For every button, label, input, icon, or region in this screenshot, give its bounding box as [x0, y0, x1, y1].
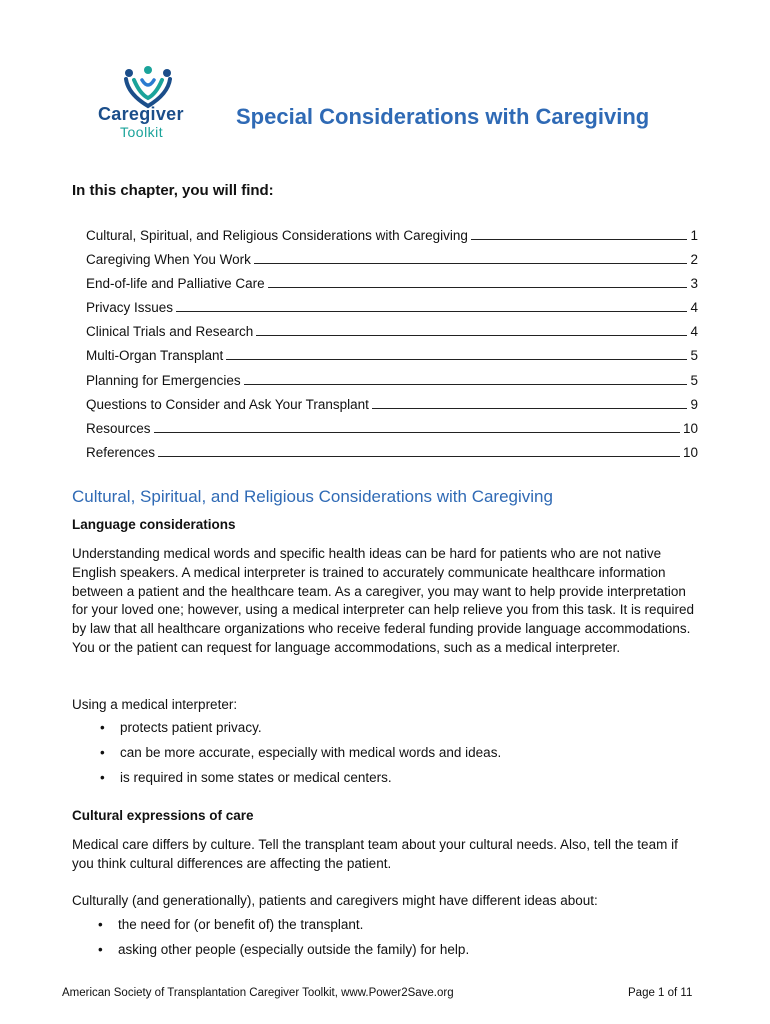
interpreter-bullet-list — [72, 720, 501, 795]
toc-leader — [268, 276, 688, 288]
list-item: • can be more accurate, especially with medical words and ideas. — [72, 745, 501, 770]
toc-item-page: 10 — [682, 420, 698, 436]
toc-leader — [372, 397, 688, 409]
toc-item-page: 9 — [690, 396, 698, 412]
toc-item-title: End-of-life and Palliative Care — [86, 276, 265, 292]
toc-item[interactable] — [86, 252, 698, 276]
toc-item-page: 10 — [682, 444, 698, 460]
toc-item-page: 1 — [690, 228, 698, 243]
culture-intro: Culturally (and generationally), patients and caregivers might have different ideas about: — [72, 893, 598, 908]
page-title: Special Considerations with Caregiving — [236, 104, 650, 129]
toc-item[interactable] — [86, 421, 698, 445]
toc-item[interactable] — [86, 348, 698, 372]
language-paragraph: Understanding medical words and specific health ideas can be hard for patients who are not native English speakers. A medical interpreter is trained to accurately communicate healthcare information between a patient and the healthcare team. As a caregiver, you may want to help provide interpretation for your loved one; however, using a medical interpreter can help relieve you from this task. It is required by law that all healthcare organizations who receive federal funding provide language accommodations. You or the patient can request for language accommodations, such as a medical interpreter. — [72, 546, 695, 655]
interpreter-intro: Using a medical interpreter: — [72, 697, 238, 712]
footer-source: American Society of Transplantation Caregiver Toolkit, www.Power2Save.org — [62, 987, 454, 999]
section-title: Cultural, Spiritual, and Religious Considerations with Caregiving — [72, 487, 553, 506]
toc-leader — [471, 228, 688, 240]
toc-item-page: 4 — [690, 300, 698, 316]
toc-item-title: Clinical Trials and Research — [86, 324, 254, 340]
toc-item[interactable] — [86, 324, 698, 348]
toc-item-title: Resources — [86, 420, 151, 436]
toc-heading: In this chapter, you will find: — [72, 182, 274, 199]
culture-heading: Cultural expressions of care — [72, 808, 254, 823]
list-item: • protects patient privacy. — [72, 720, 501, 745]
logo-name: Caregiver — [98, 104, 184, 124]
toc-item[interactable] — [86, 300, 698, 324]
toc-item-page: 2 — [690, 252, 698, 268]
toc-leader — [254, 252, 688, 264]
toc-item[interactable] — [86, 276, 698, 300]
toc-item-title: Questions to Consider and Ask Your Transplant — [86, 396, 369, 412]
culture-paragraph: Medical care differs by culture. Tell the transplant team about your cultural needs. Also, tell the team if you think cultural differences are affecting the patient. — [72, 837, 678, 871]
toc-item[interactable] — [86, 445, 698, 469]
toc-leader — [176, 300, 687, 312]
toc-item-title: References — [86, 444, 156, 460]
toc-item[interactable] — [86, 397, 698, 421]
logo-sub: Toolkit — [120, 124, 164, 140]
table-of-contents — [86, 228, 698, 469]
toc-item-page: 3 — [690, 276, 698, 292]
toc-item-page: 5 — [690, 348, 698, 364]
toc-item[interactable] — [86, 228, 698, 252]
list-item: • is required in some states or medical centers. — [72, 770, 501, 795]
toc-item-title: Caregiving When You Work — [86, 252, 251, 268]
list-item: • asking other people (especially outside the family) for help. — [72, 942, 469, 967]
toc-item-title: Privacy Issues — [86, 300, 174, 316]
toc-item[interactable] — [86, 373, 698, 397]
footer-page-number: Page 1 of 11 — [628, 987, 693, 999]
toc-item-page: 5 — [690, 372, 698, 388]
toc-item-title: Cultural, Spiritual, and Religious Considerations with Caregiving — [86, 228, 468, 243]
toc-item-page: 4 — [690, 324, 698, 340]
toc-leader — [158, 445, 680, 457]
toc-item-title: Multi-Organ Transplant — [86, 348, 224, 364]
toc-leader — [154, 421, 680, 433]
toc-leader — [244, 373, 688, 385]
language-heading: Language considerations — [72, 517, 236, 532]
list-item: • the need for (or benefit of) the transplant. — [72, 917, 469, 942]
toc-item-title: Planning for Emergencies — [86, 372, 241, 388]
caregiver-toolkit-logo — [92, 64, 202, 144]
toc-leader — [226, 348, 687, 360]
toc-leader — [256, 324, 687, 336]
culture-bullet-list — [72, 917, 469, 967]
